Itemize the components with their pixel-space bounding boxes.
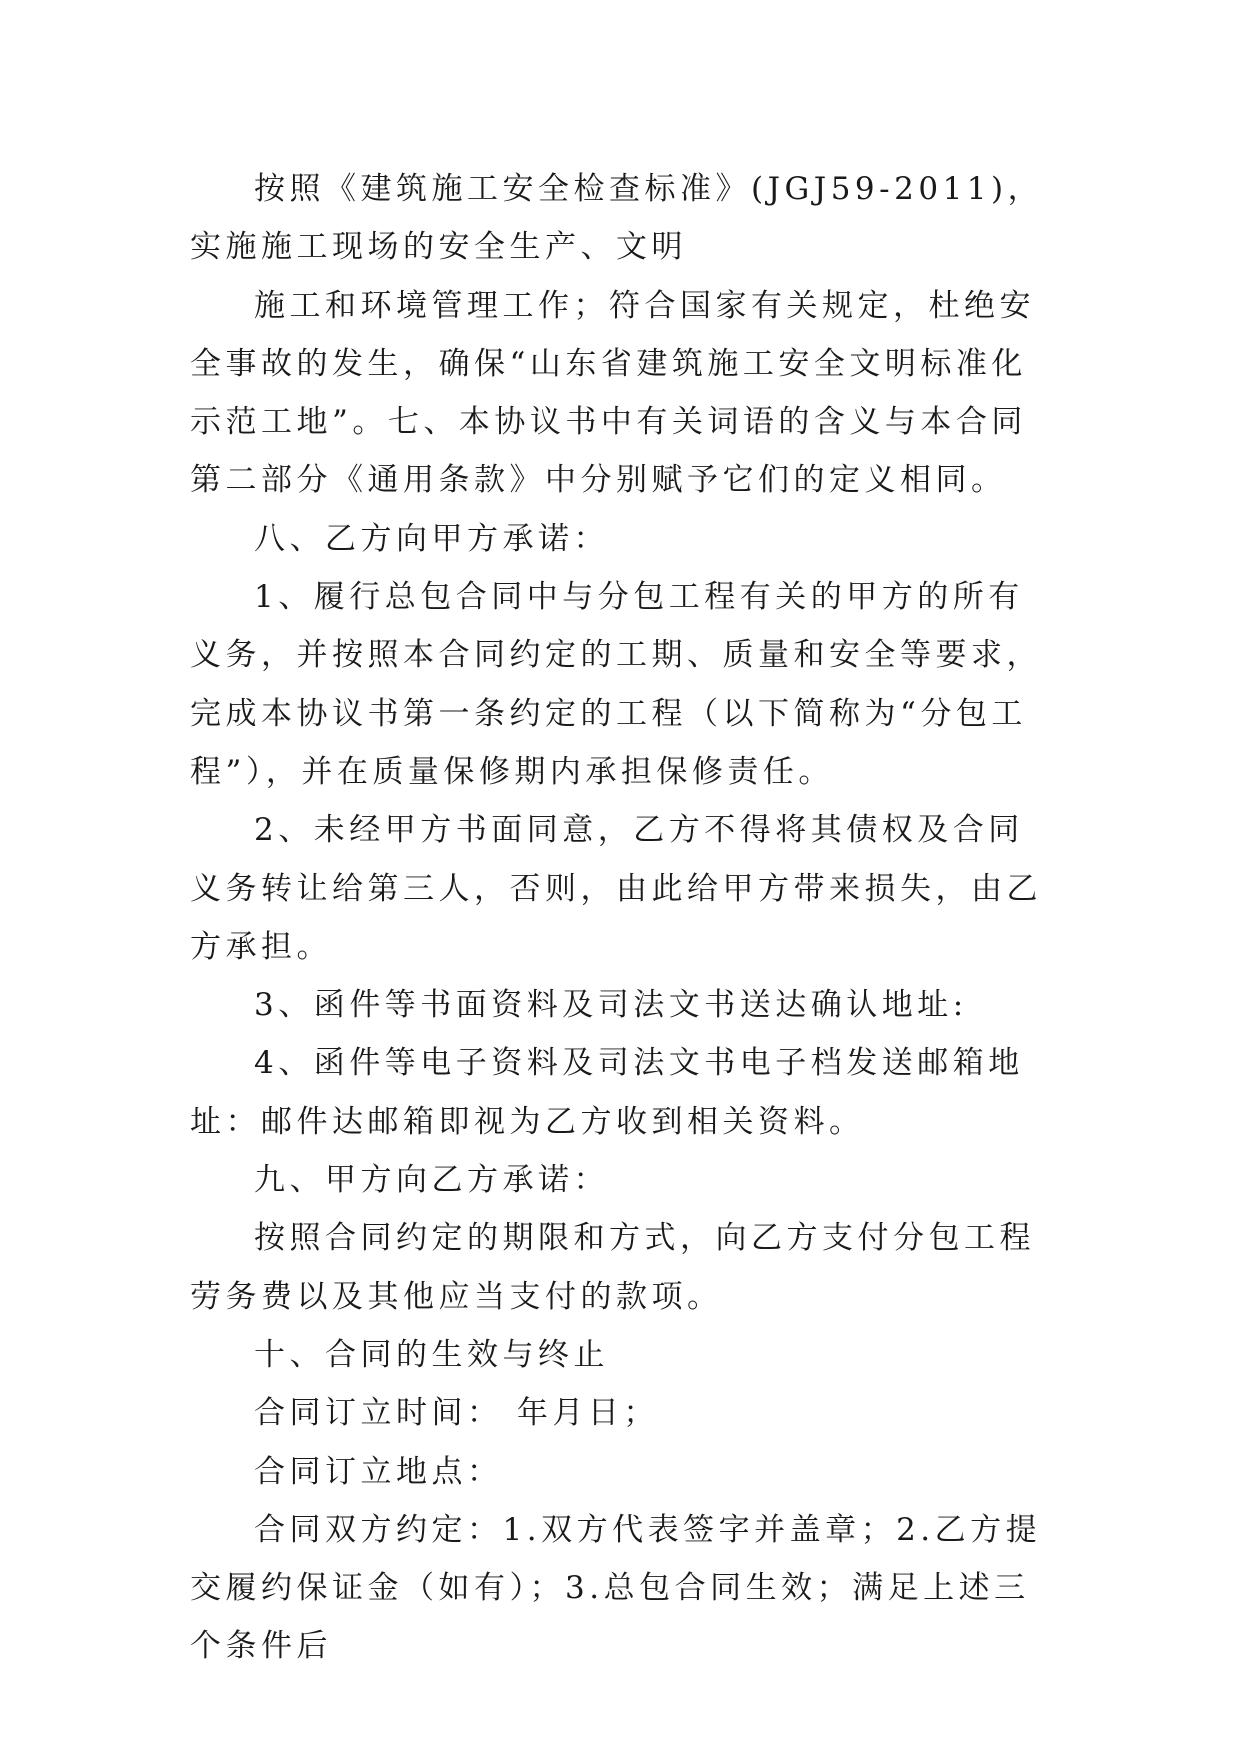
paragraph: 八、乙方向甲方承诺：: [254, 520, 609, 557]
paragraph: 合同订立时间： 年月日；: [254, 1395, 659, 1432]
paragraph: 合同订立地点：: [254, 1453, 503, 1490]
paragraph: 施工和环境管理工作；符合国家有关规定，杜绝安全事故的发生，确保“山东省建筑施工安全文明标准化示范工地”。七、本协议书中有关词语的含义与本合同第二部分《通用条款》中分别赋予它们的定义相同。: [190, 287, 1035, 499]
paragraph: 按照《建筑施工安全检查标准》(JGJ59-2011)，实施施工现场的安全生产、文明: [190, 171, 1044, 266]
paragraph: 九、甲方向乙方承诺：: [254, 1162, 609, 1199]
paragraph: 1、履行总包合同中与分包工程有关的甲方的所有义务，并按照本合同约定的工期、质量和安全等要求，完成本协议书第一条约定的工程（以下简称为“分包工程”），并在质量保修期内承担保修责任。: [190, 579, 1042, 790]
paragraph: 2、未经甲方书面同意，乙方不得将其债权及合同义务转让给第三人，否则，由此给甲方带来损失，由乙方承担。: [190, 812, 1042, 965]
paragraph: 合同双方约定：1.双方代表签字并盖章；2.乙方提交履约保证金（如有）；3.总包合同生效；满足上述三个条件后: [190, 1511, 1042, 1665]
paragraph: 按照合同约定的期限和方式，向乙方支付分包工程劳务费以及其他应当支付的款项。: [190, 1220, 1035, 1315]
document-body: [190, 160, 1050, 1676]
paragraph: 4、函件等电子资料及司法文书电子档发送邮箱地址：邮件达邮箱即视为乙方收到相关资料。: [190, 1045, 1024, 1140]
paragraph: 十、合同的生效与终止: [254, 1336, 609, 1373]
paragraph: 3、函件等书面资料及司法文书送达确认地址:: [254, 987, 968, 1024]
